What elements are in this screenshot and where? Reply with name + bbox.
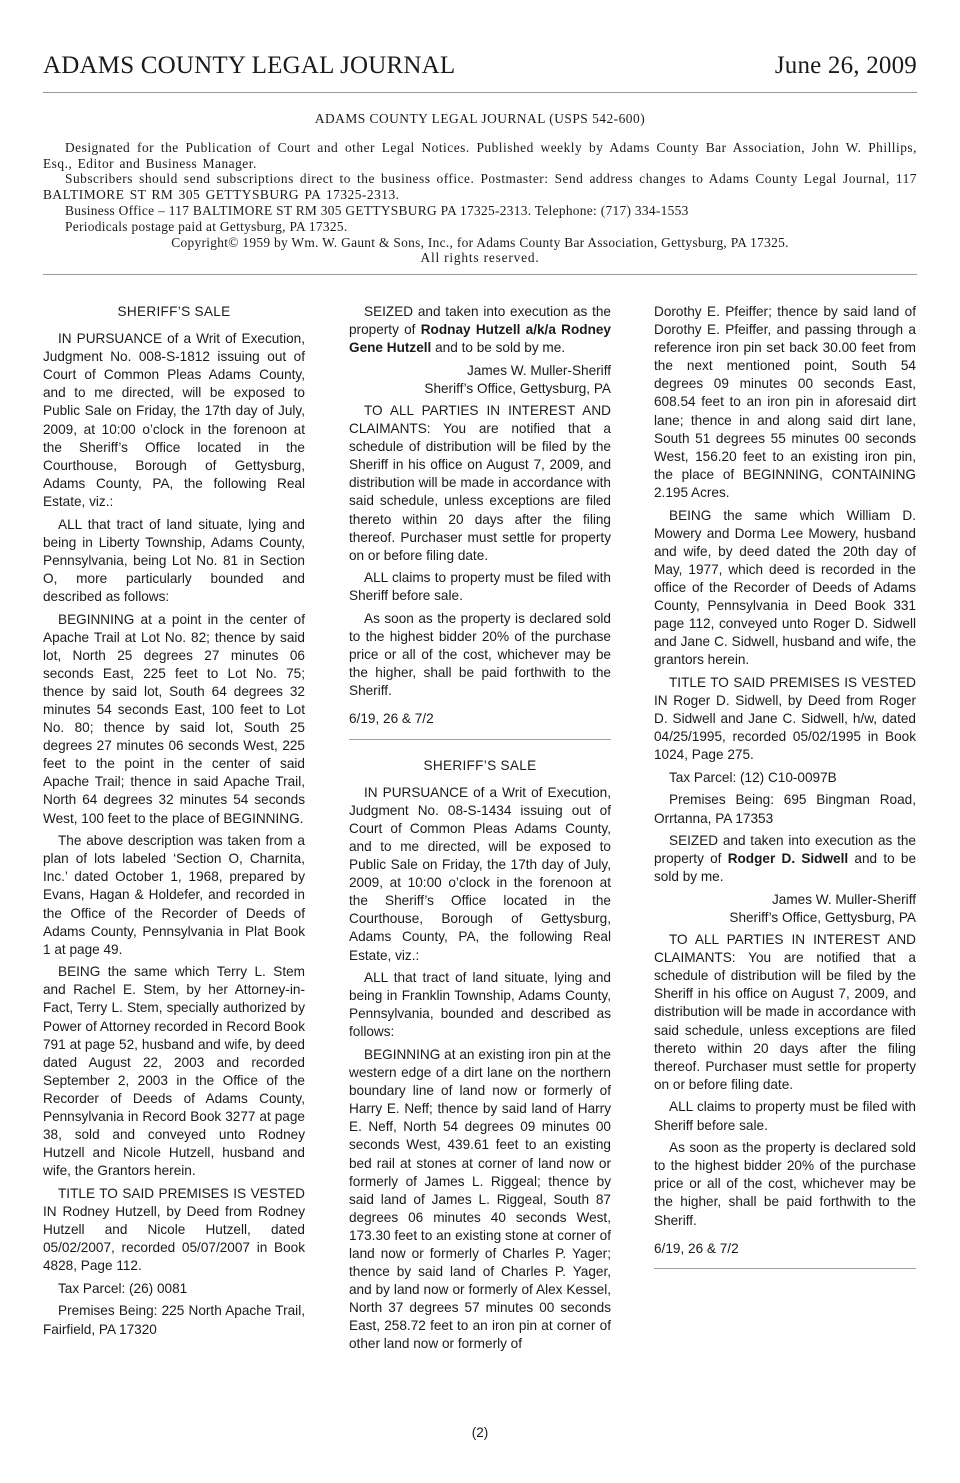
sale-1-claims: ALL claims to property must be filed with Sheriff before sale. [349, 570, 611, 604]
journal-title: ADAMS COUNTY LEGAL JOURNAL [43, 52, 456, 79]
sale-2-sheriff-name: James W. Muller-Sheriff [771, 891, 916, 907]
sale-1-defendant: Rodnay Hutzell a/k/a Rodney Gene Hutzell [349, 322, 611, 356]
sale-1-writ: IN PURSUANCE of a Writ of Execution, Judgment No. 008-S-1812 issuing out of Court of Common Pleas Adams County, and to me directed, will be exposed to Public Sale on Friday, the 17th day of July, 2009, at 10:00 o’clock in the forenoon at the Sheriff’s Office located in the Courthouse, Borough of Gettysburg, Adams County, PA, the following Real Estate, viz.: [43, 331, 305, 509]
page-number: (2) [471, 1425, 489, 1440]
sale-1-seized: SEIZED and taken into execution as the property of Rodnay Hutzell a/k/a Rodney Gene Hutzell and to be sold by me. [349, 304, 611, 356]
masthead [43, 52, 917, 80]
sale-1-premises: Premises Being: 225 North Apache Trail, Fairfield, PA 17320 [43, 1303, 305, 1337]
sale-1-dates: 6/19, 26 & 7/2 [349, 711, 434, 727]
issue-date: June 26, 2009 [774, 52, 917, 79]
sale-2-being: BEING the same which William D. Mowery and Dorma Lee Mowery, husband and wife, by deed dated the 20th day of May, 1977, which deed is recorded in the office of the Recorder of Deeds of Adams County, Pennsylvania in Deed Book 331 page 112, conveyed unto Roger D. Sidwell and Jane C. Sidwell, husband and wife, the grantors herein. [654, 507, 916, 668]
sale-1-title: TITLE TO SAID PREMISES IS VESTED IN Rodney Hutzell, by Deed from Rodney Hutzell and Nicole Hutzell, dated 05/02/2007, recorded 05/07/2007 in Book 4828, Page 112. [43, 1185, 305, 1274]
rights-notice: All rights reserved. [420, 250, 540, 266]
publication-info [43, 93, 917, 266]
sale-2-seized: SEIZED and taken into execution as the property of Rodger D. Sidwell and to be sold by me. [654, 833, 917, 885]
sale-1-sheriff-office: Sheriff’s Office, Gettysburg, PA [424, 380, 611, 396]
sale-2-claimants: TO ALL PARTIES IN INTEREST AND CLAIMANTS: You are notified that a schedule of distribution will be filed by the Sheriff in his office on August 7, 2009, and distribution will be made in accordance with said schedule, unless exceptions are filed thereto within 20 days after the filing thereof. Purchaser must settle for property on or before filing date. [654, 932, 916, 1092]
sale-1-beginning: BEGINNING at a point in the center of Apache Trail at Lot No. 82; thence by said lot, North 25 degrees 27 minutes 06 seconds East, 225 feet to Lot No. 75; thence by said lot, South 64 degrees 32 minutes 54 seconds East, 100 feet to Lot No. 80; thence by said lot, South 25 degrees 27 minutes 06 seconds West, 225 feet to the point in the center of said Apache Trail; thence in said Apache Trail, North 64 degrees 32 minutes 54 seconds West, 100 feet to the place of BEGINNING. [43, 611, 305, 826]
column-2 [349, 303, 611, 1358]
sale-1-claimants: TO ALL PARTIES IN INTEREST AND CLAIMANTS: You are notified that a schedule of distribution will be filed by the Sheriff in his office on August 7, 2009, and distribution will be made in accordance with said schedule, unless exceptions are filed thereto within 20 days after the filing thereof. Purchaser must settle for property on or before filing date. [349, 402, 611, 563]
publication-heading: ADAMS COUNTY LEGAL JOURNAL (USPS 542-600) [314, 111, 646, 126]
sale-2-declared-sold: As soon as the property is declared sold to the highest bidder 20% of the purchase price or all of the cost, whichever may be the higher, shall be paid forthwith to the Sheriff. [654, 1140, 916, 1228]
column-3 [654, 303, 916, 1286]
sale-1-sheriff-name: James W. Muller-Sheriff [466, 362, 611, 378]
column-1 [43, 303, 305, 1343]
periodicals-notice: Periodicals postage paid at Gettysburg, PA 17325. [65, 218, 348, 234]
copyright-notice: Copyright© 1959 by Wm. W. Gaunt & Sons, Inc., for Adams County Bar Association, Gettysburg, PA 17325. [171, 234, 789, 250]
sale-2-claims: ALL claims to property must be filed with Sheriff before sale. [654, 1099, 916, 1133]
sale-1-declared-sold: As soon as the property is declared sold to the highest bidder 20% of the purchase price or all of the cost, whichever may be the higher, shall be paid forthwith to the Sheriff. [349, 611, 611, 699]
sale-2-dates: 6/19, 26 & 7/2 [654, 1240, 739, 1256]
sale-2-beginning: BEGINNING at an existing iron pin at the western edge of a dirt lane on the northern boundary line of land now or formerly of Harry E. Neff; thence by said land of Harry E. Neff, North 54 degrees 09 minutes 00 seconds West, 439.61 feet to an existing bed rail at stones at corner of land now or formerly of James L. Riggeal; thence by said land of James L. Riggeal, South 87 degrees 06 minutes 40 seconds West, 173.30 feet to an existing stone at corner of land now or formerly of Charles P. Yager; thence by said land of Charles P. Yager, and by land now or formerly of Alex Kessel, North 37 degrees 57 minutes 00 seconds East, 258.72 feet to an iron pin at corner of other land now or formerly of [349, 1046, 611, 1352]
subscribers-notice: Subscribers should send subscriptions direct to the business office. Postmaster: Send address changes to Adams County Legal Journal, 117 BALTIMORE ST RM 305 GETTYSBURG PA 17325-2313. [43, 171, 917, 203]
sale-2-heading: SHERIFF’S SALE [423, 757, 537, 773]
sale-1-being: BEING the same which Terry L. Stem and Rachel E. Stem, by her Attorney-in-Fact, Terry L. Stem, specially authorized by Power of Attorney recorded in Record Book 791 at page 52, husband and wife, by deed dated August 22, 2003 and recorded September 2, 2003 in the Office of the Recorder of Deeds of Adams County, Pennsylvania in Record Book 3277 at page 38, sold and conveyed unto Rodney Hutzell and Nicole Hutzell, husband and wife, the Grantors herein. [43, 964, 305, 1179]
sale-2-premises: Premises Being: 695 Bingman Road, Orrtanna, PA 17353 [654, 792, 916, 826]
page-header [43, 0, 917, 275]
publication-rule [43, 274, 917, 275]
sale-2-sheriff-office: Sheriff’s Office, Gettysburg, PA [729, 910, 916, 925]
sale-2-defendant: Rodger D. Sidwell [727, 851, 849, 867]
sale-2-title: TITLE TO SAID PREMISES IS VESTED IN Roger D. Sidwell, by Deed from Roger D. Sidwell and Jane C. Sidwell, h/w, dated 04/25/1995, recorded 05/02/1995 in Book 1024, Page 275. [654, 674, 916, 763]
designated-notice: Designated for the Publication of Court and other Legal Notices. Published weekly by Adams County Bar Association, John W. Phillips, Esq., Editor and Business Manager. [43, 139, 917, 171]
sale-divider [349, 739, 611, 740]
business-office: Business Office – 117 BALTIMORE ST RM 305 GETTYSBURG PA 17325-2313. Telephone: (717) 334-1553 [65, 202, 689, 218]
sale-1-description-source: The above description was taken from a plan of lots labeled ‘Section O, Charnita, Inc.’ dated October 1, 1968, prepared by Evans, Hagan & Holdefer, and recorded in the Office of the Recorder of Deeds of Adams County, Pennsylvania in Plat Book 1 at page 49. [43, 833, 305, 957]
sale-2-beginning-continued: Dorothy E. Pfeiffer; thence by said land of Dorothy E. Pfeiffer, and passing through a reference iron pin set back 30.00 feet from the next mentioned point, South 54 degrees 09 minutes 00 seconds East, 608.54 feet to an iron pin in aforesaid dirt lane; thence in and along said dirt lane, South 51 degrees 55 minutes 00 seconds West, 156.20 feet to an existing iron pin, the place of BEGINNING, CONTAINING 2.195 Acres. [654, 304, 916, 500]
sale-2-writ: IN PURSUANCE of a Writ of Execution, Judgment No. 08-S-1434 issuing out of Court of Common Pleas Adams County, and to me directed, will be exposed to Public Sale on Friday, the 17th day of July, 2009, at 10:00 o’clock in the forenoon at the Sheriff’s Office located in the Courthouse, Borough of Gettysburg, Adams County, PA, the following Real Estate, viz.: [349, 784, 611, 963]
sale-1-tract: ALL that tract of land situate, lying and being in Liberty Township, Adams County, Pennsylvania, being Lot No. 81 in Section O, more particularly bounded and described as follows: [43, 516, 305, 604]
sale-2-tract: ALL that tract of land situate, lying and being in Franklin Township, Adams County, Pennsylvania, bounded and described as follows: [349, 970, 611, 1040]
sale-1-tax-parcel: Tax Parcel: (26) 0081 [58, 1280, 188, 1296]
sale-1-heading: SHERIFF’S SALE [117, 304, 231, 319]
end-divider [654, 1268, 916, 1269]
sale-2-tax-parcel: Tax Parcel: (12) C10-0097B [669, 769, 837, 785]
